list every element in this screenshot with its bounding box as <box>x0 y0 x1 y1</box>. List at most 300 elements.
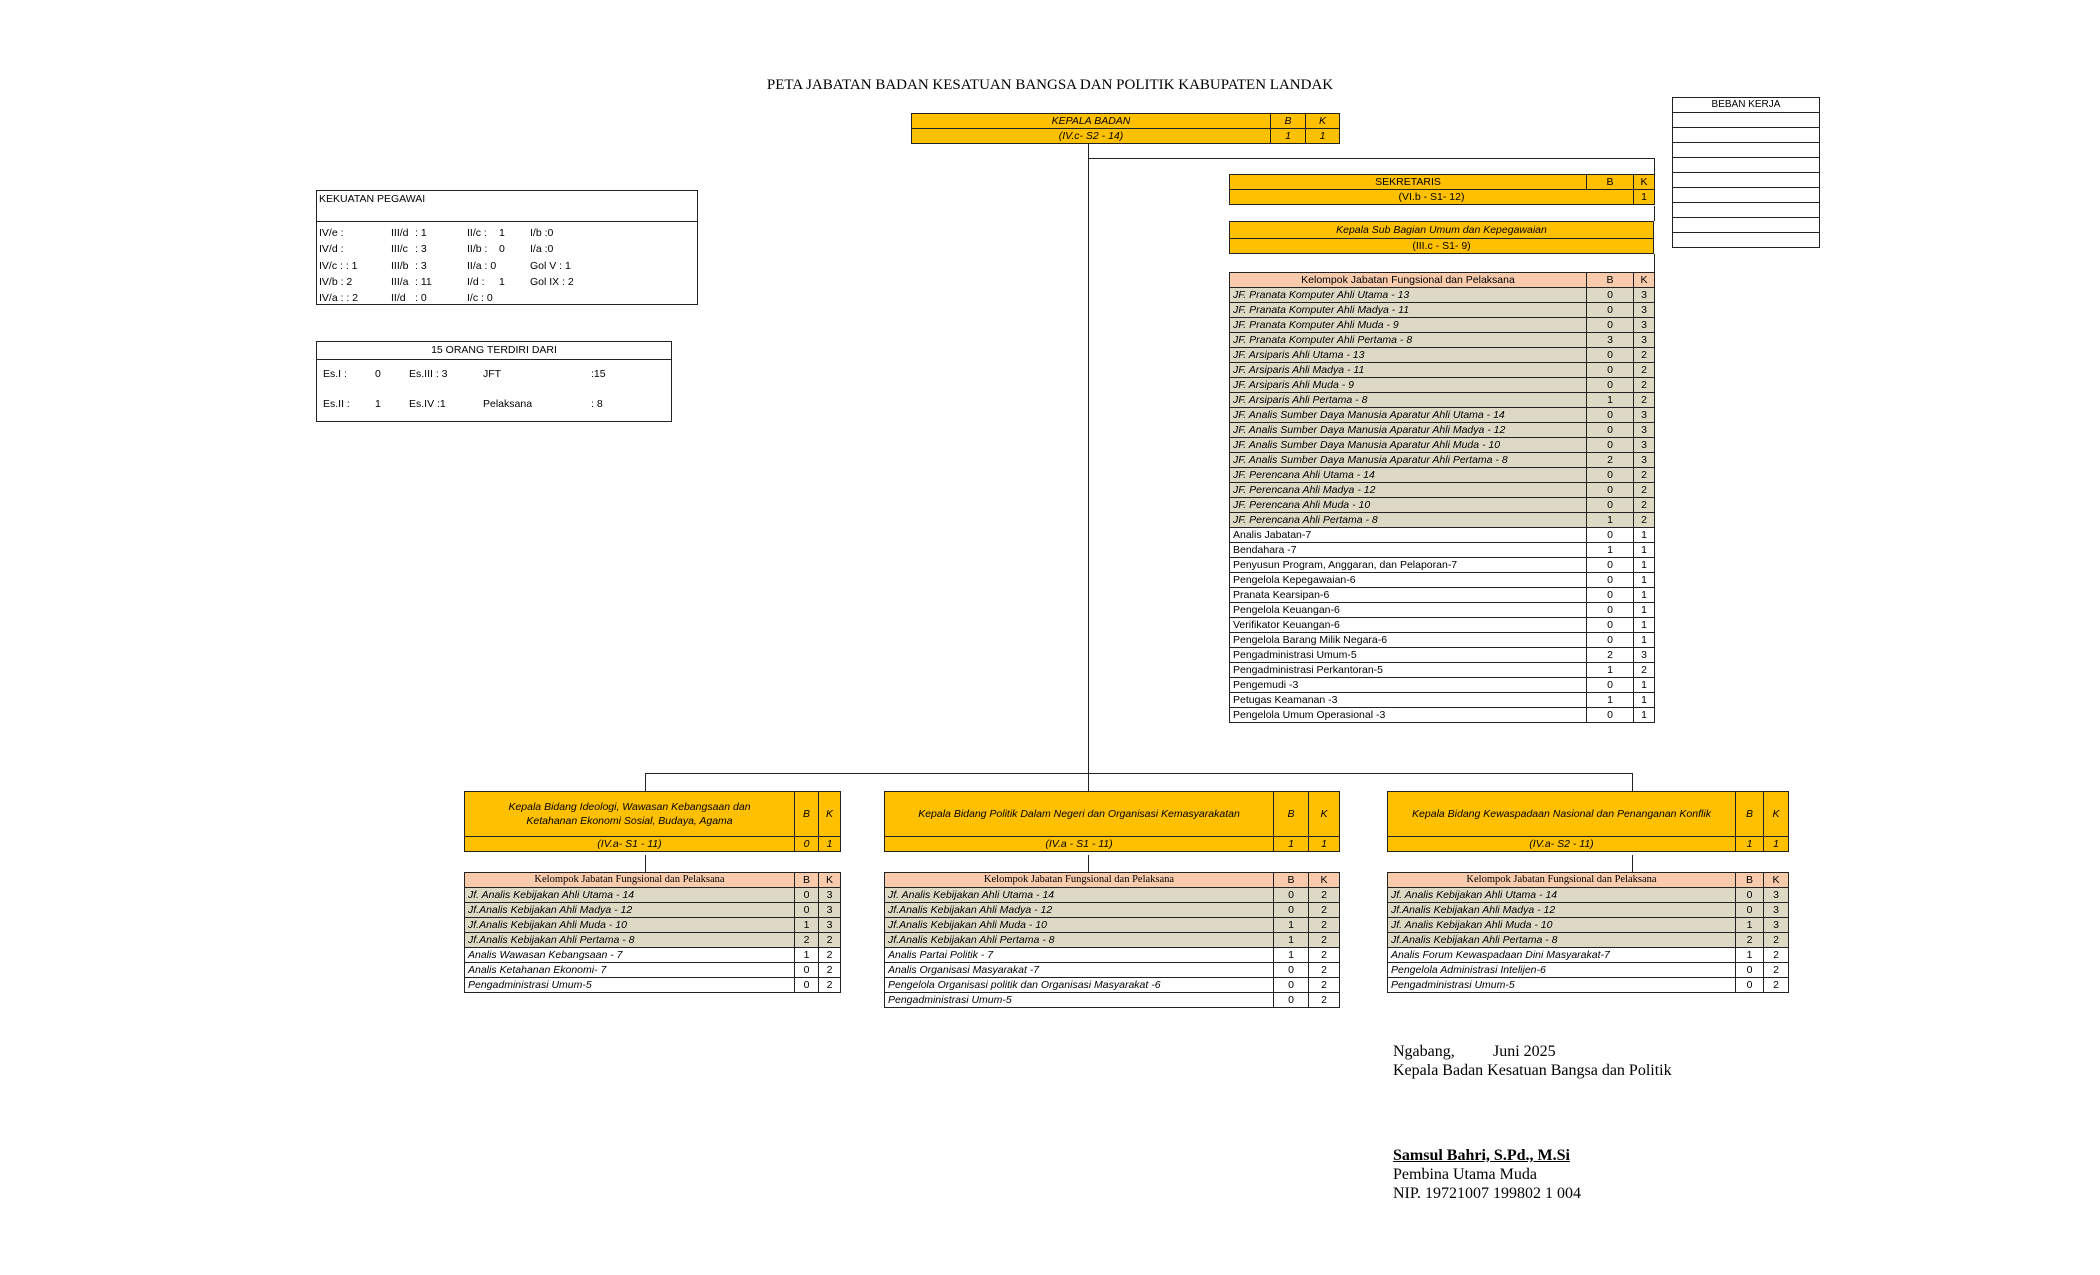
kekuatan-col2b-0: : 1 <box>415 227 427 239</box>
jabatan-name: Penyusun Program, Anggaran, dan Pelaporan-7 <box>1230 558 1587 573</box>
jabatan-b: 1 <box>1587 663 1634 678</box>
connector-bidang3-drop <box>1632 773 1633 791</box>
bidang3-box <box>1387 791 1789 852</box>
table-row <box>1230 333 1655 348</box>
jabatan-k: 3 <box>819 918 841 933</box>
orang-pelaksana-label: Pelaksana <box>483 398 533 410</box>
jabatan-k: 2 <box>1764 963 1789 978</box>
jabatan-b: 0 <box>1274 963 1309 978</box>
jabatan-b: 1 <box>1274 933 1309 948</box>
jabatan-k: 1 <box>1634 693 1655 708</box>
jabatan-name: JF. Arsiparis Ahli Utama - 13 <box>1230 348 1587 363</box>
table-row <box>1230 423 1655 438</box>
table-row <box>465 963 841 978</box>
jabatan-b: 2 <box>795 933 819 948</box>
kekuatan-col3b-0: 1 <box>499 227 505 239</box>
beban-kerja-cell <box>1673 158 1820 173</box>
jabatan-name: Pengadministrasi Umum-5 <box>1230 648 1587 663</box>
bidang3-group-k-label: K <box>1764 873 1789 888</box>
sekretaris-title: SEKRETARIS <box>1230 175 1587 190</box>
table-row <box>465 933 841 948</box>
bidang1-b-label: B <box>795 792 819 837</box>
jabatan-k: 2 <box>1309 903 1340 918</box>
kekuatan-col3a-1: II/b : <box>467 243 488 255</box>
kekuatan-col2b-2: : 3 <box>415 260 427 272</box>
table-row <box>1388 948 1789 963</box>
table-row <box>885 978 1340 993</box>
bidang3-k: 1 <box>1764 837 1789 852</box>
jabatan-b: 0 <box>1274 903 1309 918</box>
jabatan-b: 1 <box>1736 918 1764 933</box>
jabatan-b: 0 <box>1587 348 1634 363</box>
jabatan-b: 0 <box>1587 318 1634 333</box>
bidang3-title: Kepala Bidang Kewaspadaan Nasional dan Penanganan Konflik <box>1388 792 1736 837</box>
jabatan-name: Jf. Analis Kebijakan Ahli Utama - 14 <box>1388 888 1736 903</box>
jabatan-k: 3 <box>819 903 841 918</box>
signature-date: Juni 2025 <box>1493 1043 1556 1060</box>
kekuatan-col4-1: I/a :0 <box>530 243 554 255</box>
jabatan-name: Jf. Analis Kebijakan Ahli Utama - 14 <box>885 888 1274 903</box>
jabatan-b: 0 <box>795 888 819 903</box>
jabatan-b: 0 <box>1587 408 1634 423</box>
jabatan-b: 1 <box>795 948 819 963</box>
orang-terdiri-box <box>316 341 672 422</box>
table-row <box>1230 408 1655 423</box>
jabatan-name: JF. Arsiparis Ahli Pertama - 8 <box>1230 393 1587 408</box>
table-row <box>1230 288 1655 303</box>
table-row <box>1230 543 1655 558</box>
jabatan-name: JF. Perencana Ahli Muda - 10 <box>1230 498 1587 513</box>
connector-bidang1-group <box>645 855 646 872</box>
orang-jft-label: JFT <box>483 368 502 380</box>
jabatan-name: JF. Perencana Ahli Madya - 12 <box>1230 483 1587 498</box>
kekuatan-col1-3: IV/b : 2 <box>319 276 353 288</box>
jabatan-k: 2 <box>1309 918 1340 933</box>
bidang2-k-label: K <box>1309 792 1340 837</box>
table-row <box>1230 483 1655 498</box>
kepala-badan-grade: (IV.c- S2 - 14) <box>912 129 1271 144</box>
jabatan-k: 2 <box>819 948 841 963</box>
jabatan-name: JF. Arsiparis Ahli Madya - 11 <box>1230 363 1587 378</box>
jabatan-name: Petugas Keamanan -3 <box>1230 693 1587 708</box>
jabatan-k: 2 <box>1309 963 1340 978</box>
kekuatan-col2a-0: III/d <box>391 227 409 239</box>
jabatan-k: 3 <box>1634 288 1655 303</box>
table-row <box>885 993 1340 1008</box>
orang-es2-value: 1 <box>375 398 381 410</box>
jabatan-k: 2 <box>1634 498 1655 513</box>
jabatan-name: Pengadministrasi Umum-5 <box>465 978 795 993</box>
connector-bidang3-group <box>1632 855 1633 872</box>
kepala-badan-box <box>911 113 1340 144</box>
orang-es4: Es.IV :1 <box>409 398 446 410</box>
jabatan-k: 1 <box>1634 528 1655 543</box>
jabatan-k: 1 <box>1634 633 1655 648</box>
orang-es2-label: Es.II : <box>323 398 350 410</box>
jabatan-b: 0 <box>1587 468 1634 483</box>
bidang3-jabatan-table <box>1387 872 1789 993</box>
jabatan-k: 1 <box>1634 708 1655 723</box>
table-row <box>1230 303 1655 318</box>
jabatan-k: 2 <box>1634 393 1655 408</box>
jabatan-name: Verifikator Keuangan-6 <box>1230 618 1587 633</box>
jabatan-k: 2 <box>819 978 841 993</box>
jabatan-k: 2 <box>1764 948 1789 963</box>
connector-bottom-horizontal <box>645 773 1633 774</box>
jabatan-k: 2 <box>1634 663 1655 678</box>
connector-main-vertical <box>1088 143 1089 773</box>
jabatan-name: Jf.Analis Kebijakan Ahli Madya - 12 <box>1388 903 1736 918</box>
jabatan-b: 0 <box>1587 588 1634 603</box>
orang-jft-value: :15 <box>591 368 606 380</box>
table-row <box>885 948 1340 963</box>
jabatan-b: 0 <box>1587 363 1634 378</box>
jabatan-k: 2 <box>1309 978 1340 993</box>
sekretaris-box <box>1229 174 1655 205</box>
jabatan-b: 1 <box>1274 918 1309 933</box>
jabatan-b: 0 <box>1587 423 1634 438</box>
jabatan-name: Jf.Analis Kebijakan Ahli Pertama - 8 <box>1388 933 1736 948</box>
jabatan-name: Pranata Kearsipan-6 <box>1230 588 1587 603</box>
kekuatan-col1-1: IV/d : <box>319 243 344 255</box>
kekuatan-col1-2: IV/c : : 1 <box>319 260 358 272</box>
jabatan-b: 0 <box>1274 993 1309 1008</box>
bidang1-group-b-label: B <box>795 873 819 888</box>
signature-rank: Pembina Utama Muda <box>1393 1166 1537 1183</box>
sekretaris-grade: (VI.b - S1- 12) <box>1230 190 1634 205</box>
jabatan-b: 0 <box>1587 633 1634 648</box>
table-row <box>1230 648 1655 663</box>
kasubbag-title: Kepala Sub Bagian Umum dan Kepegawaian <box>1230 222 1654 239</box>
table-row <box>1388 888 1789 903</box>
jabatan-name: Analis Ketahanan Ekonomi- 7 <box>465 963 795 978</box>
jabatan-name: JF. Pranata Komputer Ahli Muda - 9 <box>1230 318 1587 333</box>
jabatan-k: 2 <box>1309 933 1340 948</box>
table-row <box>885 963 1340 978</box>
table-row <box>885 888 1340 903</box>
bidang2-grade: (IV.a - S1 - 11) <box>885 837 1274 852</box>
jabatan-k: 1 <box>1634 573 1655 588</box>
signature-nip: NIP. 19721007 199802 1 004 <box>1393 1185 1582 1202</box>
kekuatan-col3b-1: 0 <box>499 243 505 255</box>
jabatan-b: 0 <box>1736 978 1764 993</box>
table-row <box>1388 903 1789 918</box>
jabatan-name: Bendahara -7 <box>1230 543 1587 558</box>
table-row <box>1230 393 1655 408</box>
jabatan-b: 1 <box>1587 393 1634 408</box>
bidang3-group-header: Kelompok Jabatan Fungsional dan Pelaksana <box>1388 873 1736 888</box>
kekuatan-col2b-3: : 11 <box>415 276 432 288</box>
jabatan-name: Jf.Analis Kebijakan Ahli Muda - 10 <box>465 918 795 933</box>
jabatan-k: 1 <box>1634 558 1655 573</box>
jabatan-b: 0 <box>1587 303 1634 318</box>
jabatan-b: 1 <box>1587 513 1634 528</box>
jabatan-k: 2 <box>1764 933 1789 948</box>
jabatan-k: 2 <box>819 933 841 948</box>
table-row <box>1230 708 1655 723</box>
jabatan-b: 0 <box>1274 978 1309 993</box>
jabatan-name: Analis Partai Politik - 7 <box>885 948 1274 963</box>
jabatan-b: 1 <box>1587 693 1634 708</box>
bidang2-b: 1 <box>1274 837 1309 852</box>
jabatan-name: JF. Analis Sumber Daya Manusia Aparatur Ahli Pertama - 8 <box>1230 453 1587 468</box>
kekuatan-col3a-0: II/c : <box>467 227 487 239</box>
kekuatan-col2b-4: : 0 <box>415 292 427 304</box>
bidang1-jabatan-table <box>464 872 841 993</box>
beban-kerja-cell <box>1673 128 1820 143</box>
kekuatan-col4-0: I/b :0 <box>530 227 554 239</box>
table-row <box>465 903 841 918</box>
jabatan-name: Pengemudi -3 <box>1230 678 1587 693</box>
jabatan-name: Pengelola Administrasi Intelijen-6 <box>1388 963 1736 978</box>
jabatan-b: 0 <box>795 903 819 918</box>
jabatan-b: 0 <box>1587 378 1634 393</box>
jabatan-k: 2 <box>1309 948 1340 963</box>
kepala-badan-k-label: K <box>1306 114 1340 129</box>
jabatan-name: Jf. Analis Kebijakan Ahli Muda - 10 <box>1388 918 1736 933</box>
jabatan-name: Pengadministrasi Perkantoran-5 <box>1230 663 1587 678</box>
jabatan-name: JF. Analis Sumber Daya Manusia Aparatur Ahli Madya - 12 <box>1230 423 1587 438</box>
jabatan-b: 1 <box>1274 948 1309 963</box>
jabatan-b: 0 <box>1587 708 1634 723</box>
jabatan-name: Pengelola Keuangan-6 <box>1230 603 1587 618</box>
jabatan-b: 0 <box>1587 678 1634 693</box>
jabatan-b: 0 <box>1274 888 1309 903</box>
jabatan-name: JF. Perencana Ahli Utama - 14 <box>1230 468 1587 483</box>
table-row <box>1230 453 1655 468</box>
connector-sekretaris-drop <box>1654 158 1655 174</box>
jabatan-name: Pengelola Barang Milik Negara-6 <box>1230 633 1587 648</box>
jabatan-k: 2 <box>1764 978 1789 993</box>
table-row <box>1230 528 1655 543</box>
sek-group-b-label: B <box>1587 273 1634 288</box>
orang-es1-label: Es.I : <box>323 368 347 380</box>
jabatan-k: 2 <box>1309 993 1340 1008</box>
beban-kerja-table <box>1672 97 1820 248</box>
table-row <box>1230 468 1655 483</box>
jabatan-k: 3 <box>1764 918 1789 933</box>
beban-kerja-cell <box>1673 203 1820 218</box>
jabatan-b: 2 <box>1736 933 1764 948</box>
jabatan-b: 0 <box>1587 483 1634 498</box>
table-row <box>1230 573 1655 588</box>
bidang3-group-b-label: B <box>1736 873 1764 888</box>
jabatan-b: 1 <box>795 918 819 933</box>
bidang2-group-b-label: B <box>1274 873 1309 888</box>
table-row <box>1388 978 1789 993</box>
sek-group-k-label: K <box>1634 273 1655 288</box>
kepala-badan-k: 1 <box>1306 129 1340 144</box>
bidang2-jabatan-table <box>884 872 1340 1008</box>
jabatan-b: 0 <box>1587 618 1634 633</box>
jabatan-b: 1 <box>1736 948 1764 963</box>
bidang1-b: 0 <box>795 837 819 852</box>
jabatan-k: 3 <box>819 888 841 903</box>
jabatan-k: 2 <box>1309 888 1340 903</box>
kekuatan-col2a-3: III/a <box>391 276 409 288</box>
jabatan-name: JF. Pranata Komputer Ahli Utama - 13 <box>1230 288 1587 303</box>
kekuatan-col2a-2: III/b <box>391 260 409 272</box>
jabatan-k: 2 <box>1634 363 1655 378</box>
sekretaris-k-label: K <box>1634 175 1655 190</box>
jabatan-k: 1 <box>1634 543 1655 558</box>
sekretaris-k: 1 <box>1634 190 1655 205</box>
table-row <box>1230 678 1655 693</box>
table-row <box>1230 693 1655 708</box>
kekuatan-col4-2: Gol V : 1 <box>530 260 571 272</box>
jabatan-b: 0 <box>1736 963 1764 978</box>
bidang1-title: Kepala Bidang Ideologi, Wawasan Kebangsaan dan Ketahanan Ekonomi Sosial, Budaya, Agama <box>465 792 795 837</box>
kekuatan-separator <box>317 221 697 222</box>
beban-kerja-header: BEBAN KERJA <box>1673 98 1820 113</box>
table-row <box>1230 588 1655 603</box>
jabatan-b: 0 <box>1736 888 1764 903</box>
jabatan-b: 2 <box>1587 648 1634 663</box>
sekretaris-b-label: B <box>1587 175 1634 190</box>
beban-kerja-cell <box>1673 143 1820 158</box>
orang-title: 15 ORANG TERDIRI DARI <box>431 344 557 356</box>
table-row <box>1230 363 1655 378</box>
jabatan-name: Jf.Analis Kebijakan Ahli Madya - 12 <box>885 903 1274 918</box>
beban-kerja-cell <box>1673 233 1820 248</box>
jabatan-k: 3 <box>1634 303 1655 318</box>
kekuatan-col3a-3: I/d : <box>467 276 485 288</box>
beban-kerja-cell <box>1673 173 1820 188</box>
jabatan-name: Analis Organisasi Masyarakat -7 <box>885 963 1274 978</box>
jabatan-name: Pengadministrasi Umum-5 <box>885 993 1274 1008</box>
jabatan-k: 1 <box>1634 603 1655 618</box>
jabatan-b: 1 <box>1587 543 1634 558</box>
table-row <box>465 978 841 993</box>
jabatan-b: 3 <box>1587 333 1634 348</box>
table-row <box>1230 603 1655 618</box>
beban-kerja-cell <box>1673 113 1820 128</box>
jabatan-k: 3 <box>1634 438 1655 453</box>
jabatan-b: 0 <box>1587 288 1634 303</box>
jabatan-name: Pengelola Umum Operasional -3 <box>1230 708 1587 723</box>
jabatan-name: JF. Perencana Ahli Pertama - 8 <box>1230 513 1587 528</box>
jabatan-b: 0 <box>795 963 819 978</box>
jabatan-k: 3 <box>1634 648 1655 663</box>
jabatan-b: 0 <box>1587 528 1634 543</box>
table-row <box>1230 498 1655 513</box>
kekuatan-col1-0: IV/e : <box>319 227 344 239</box>
jabatan-name: Pengelola Organisasi politik dan Organisasi Masyarakat -6 <box>885 978 1274 993</box>
jabatan-b: 0 <box>1736 903 1764 918</box>
kekuatan-title: KEKUATAN PEGAWAI <box>319 193 426 205</box>
orang-separator <box>317 359 671 360</box>
jabatan-b: 0 <box>1587 498 1634 513</box>
beban-kerja-cell <box>1673 188 1820 203</box>
table-row <box>1230 618 1655 633</box>
jabatan-k: 3 <box>1764 903 1789 918</box>
bidang3-grade: (IV.a- S2 - 11) <box>1388 837 1736 852</box>
kepala-badan-b-label: B <box>1271 114 1306 129</box>
jabatan-name: Jf.Analis Kebijakan Ahli Madya - 12 <box>465 903 795 918</box>
jabatan-name: Jf. Analis Kebijakan Ahli Utama - 14 <box>465 888 795 903</box>
table-row <box>1388 963 1789 978</box>
bidang3-k-label: K <box>1764 792 1789 837</box>
table-row <box>465 918 841 933</box>
connector-bidang2-drop <box>1088 773 1089 791</box>
table-row <box>1388 933 1789 948</box>
jabatan-name: JF. Analis Sumber Daya Manusia Aparatur Ahli Utama - 14 <box>1230 408 1587 423</box>
table-row <box>885 903 1340 918</box>
table-row <box>1230 348 1655 363</box>
jabatan-name: Jf.Analis Kebijakan Ahli Pertama - 8 <box>885 933 1274 948</box>
jabatan-b: 0 <box>795 978 819 993</box>
page-title: PETA JABATAN BADAN KESATUAN BANGSA DAN POLITIK KABUPATEN LANDAK <box>766 77 1334 93</box>
jabatan-name: JF. Pranata Komputer Ahli Madya - 11 <box>1230 303 1587 318</box>
jabatan-b: 0 <box>1587 603 1634 618</box>
bidang1-grade: (IV.a- S1 - 11) <box>465 837 795 852</box>
kasubbag-box <box>1229 221 1654 254</box>
kepala-badan-title: KEPALA BADAN <box>912 114 1271 129</box>
kekuatan-col1-4: IV/a : : 2 <box>319 292 359 304</box>
jabatan-b: 0 <box>1587 438 1634 453</box>
signature-name-text: Samsul Bahri, S.Pd., M.Si <box>1393 1147 1570 1164</box>
kekuatan-col2a-1: III/c <box>391 243 408 255</box>
jabatan-k: 3 <box>1634 453 1655 468</box>
bidang1-k-label: K <box>819 792 841 837</box>
table-row <box>1230 318 1655 333</box>
jabatan-name: Jf.Analis Kebijakan Ahli Muda - 10 <box>885 918 1274 933</box>
bidang2-group-k-label: K <box>1309 873 1340 888</box>
jabatan-k: 3 <box>1634 408 1655 423</box>
table-row <box>1230 513 1655 528</box>
bidang3-b-label: B <box>1736 792 1764 837</box>
bidang3-b: 1 <box>1736 837 1764 852</box>
kekuatan-pegawai-box <box>316 190 698 305</box>
jabatan-k: 2 <box>1634 348 1655 363</box>
jabatan-k: 2 <box>1634 513 1655 528</box>
kasubbag-grade: (III.c - S1- 9) <box>1230 239 1654 254</box>
bidang1-box <box>464 791 841 852</box>
jabatan-k: 3 <box>1764 888 1789 903</box>
connector-bidang2-group <box>1088 855 1089 872</box>
table-row <box>1388 918 1789 933</box>
bidang1-k: 1 <box>819 837 841 852</box>
jabatan-name: JF. Arsiparis Ahli Muda - 9 <box>1230 378 1587 393</box>
jabatan-k: 2 <box>1634 468 1655 483</box>
bidang2-box <box>884 791 1340 852</box>
beban-kerja-cell <box>1673 218 1820 233</box>
jabatan-k: 3 <box>1634 333 1655 348</box>
jabatan-k: 1 <box>1634 588 1655 603</box>
kekuatan-col4-3: Gol IX : 2 <box>530 276 574 288</box>
signature-place: Ngabang, <box>1393 1043 1455 1060</box>
bidang2-group-header: Kelompok Jabatan Fungsional dan Pelaksana <box>885 873 1274 888</box>
jabatan-name: Analis Wawasan Kebangsaan - 7 <box>465 948 795 963</box>
jabatan-name: Analis Forum Kewaspadaan Dini Masyarakat-7 <box>1388 948 1736 963</box>
sek-group-header: Kelompok Jabatan Fungsional dan Pelaksana <box>1230 273 1587 288</box>
bidang2-k: 1 <box>1309 837 1340 852</box>
table-row <box>885 933 1340 948</box>
orang-pelaksana-value: : 8 <box>591 398 603 410</box>
connector-kasubbag-drop <box>1654 206 1655 221</box>
jabatan-name: Jf.Analis Kebijakan Ahli Pertama - 8 <box>465 933 795 948</box>
table-row <box>465 888 841 903</box>
connector-top-horizontal <box>1088 158 1655 159</box>
table-row <box>1230 438 1655 453</box>
jabatan-k: 1 <box>1634 678 1655 693</box>
jabatan-k: 3 <box>1634 423 1655 438</box>
jabatan-b: 0 <box>1587 558 1634 573</box>
bidang2-b-label: B <box>1274 792 1309 837</box>
sekretariat-jabatan-table <box>1229 272 1655 723</box>
connector-bidang1-drop <box>645 773 646 791</box>
jabatan-b: 0 <box>1587 573 1634 588</box>
